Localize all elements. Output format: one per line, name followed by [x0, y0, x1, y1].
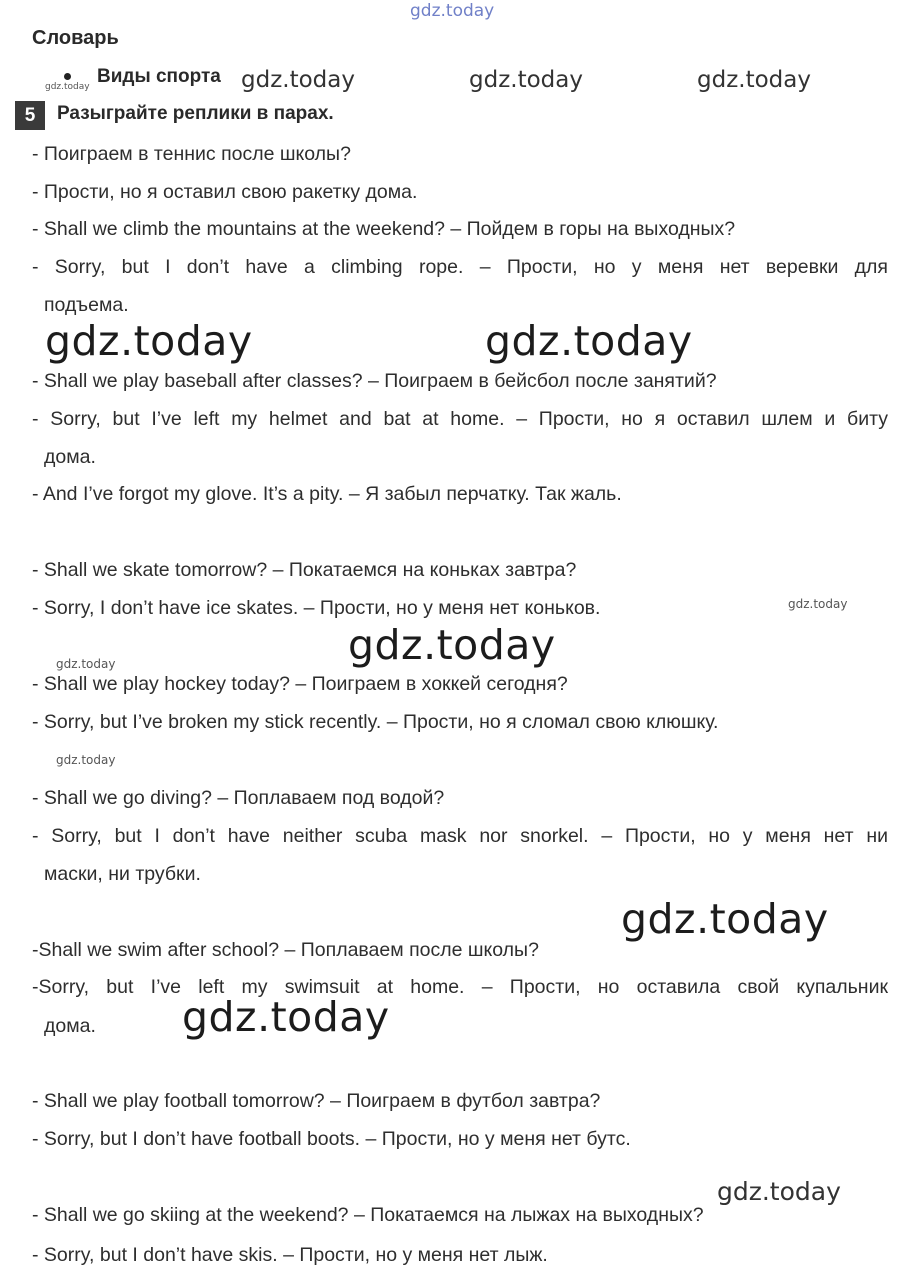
dialogue-line-continued: маски, ни трубки. [44, 863, 201, 885]
dialogue-line: - Прости, но я оставил свою ракетку дома. [32, 181, 418, 203]
watermark-large: gdz.today [621, 895, 829, 943]
dialogue-line-continued: дома. [44, 446, 96, 468]
dialogue-line: -Shall we swim after school? – Поплаваем после школы? [32, 939, 539, 961]
section-title: Словарь [32, 27, 119, 49]
dialogue-line: - Shall we play hockey today? – Поиграем в хоккей сегодня? [32, 673, 568, 695]
dialogue-line: - Sorry, but I don’t have a climbing rope. – Прости, но у меня нет веревки для [32, 256, 888, 278]
watermark-large: gdz.today [485, 317, 693, 365]
dialogue-line: - Sorry, but I’ve broken my stick recently. – Прости, но я сломал свою клюшку. [32, 711, 719, 733]
dialogue-line: - Shall we play baseball after classes? – Поиграем в бейсбол после занятий? [32, 370, 717, 392]
dialogue-line: - Shall we climb the mountains at the weekend? – Пойдем в горы на выходных? [32, 218, 736, 240]
dialogue-line: - Sorry, but I don’t have skis. – Прости, но у меня нет лыж. [32, 1244, 548, 1266]
dialogue-line: - Shall we skate tomorrow? – Покатаемся на коньках завтра? [32, 559, 577, 581]
dialogue-line: - Sorry, I don’t have ice skates. – Прости, но у меня нет коньков. [32, 597, 601, 619]
watermark-top: gdz.today [410, 1, 495, 21]
watermark: gdz.today [469, 67, 583, 93]
dialogue-line: - Shall we play football tomorrow? – Поиграем в футбол завтра? [32, 1090, 601, 1112]
task-number-badge: 5 [15, 101, 45, 130]
dialogue-line: - Поиграем в теннис после школы? [32, 143, 351, 165]
dialogue-line-continued: дома. [44, 1015, 96, 1037]
watermark-large: gdz.today [182, 993, 390, 1041]
dialogue-line: - Shall we go diving? – Поплаваем под водой? [32, 787, 445, 809]
watermark: gdz.today [717, 1177, 841, 1206]
watermark-tiny: gdz.today [45, 82, 90, 92]
watermark-large: gdz.today [45, 317, 253, 365]
dialogue-line: - Sorry, but I don’t have football boots. – Прости, но у меня нет бутс. [32, 1128, 631, 1150]
dialogue-line: - Shall we go skiing at the weekend? – Покатаемся на лыжах на выходных? [32, 1204, 704, 1226]
subsection-title: Виды спорта [97, 66, 221, 87]
bullet-icon [64, 73, 71, 80]
task-title: Разыграйте реплики в парах. [57, 103, 334, 124]
watermark-small: gdz.today [56, 753, 116, 767]
watermark-large: gdz.today [348, 621, 556, 669]
watermark-small: gdz.today [788, 597, 848, 611]
dialogue-line: - And I’ve forgot my glove. It’s a pity. – Я забыл перчатку. Так жаль. [32, 483, 622, 505]
watermark: gdz.today [241, 67, 355, 93]
watermark-small: gdz.today [56, 657, 116, 671]
dialogue-line: - Sorry, but I don’t have neither scuba mask nor snorkel. – Прости, но у меня нет ни [32, 825, 888, 847]
dialogue-line: - Sorry, but I’ve left my helmet and bat at home. – Прости, но я оставил шлем и биту [32, 408, 888, 430]
watermark: gdz.today [697, 67, 811, 93]
dialogue-line: -Sorry, but I’ve left my swimsuit at home. – Прости, но оставила свой купальник [32, 976, 888, 998]
dialogue-line-continued: подъема. [44, 294, 129, 316]
